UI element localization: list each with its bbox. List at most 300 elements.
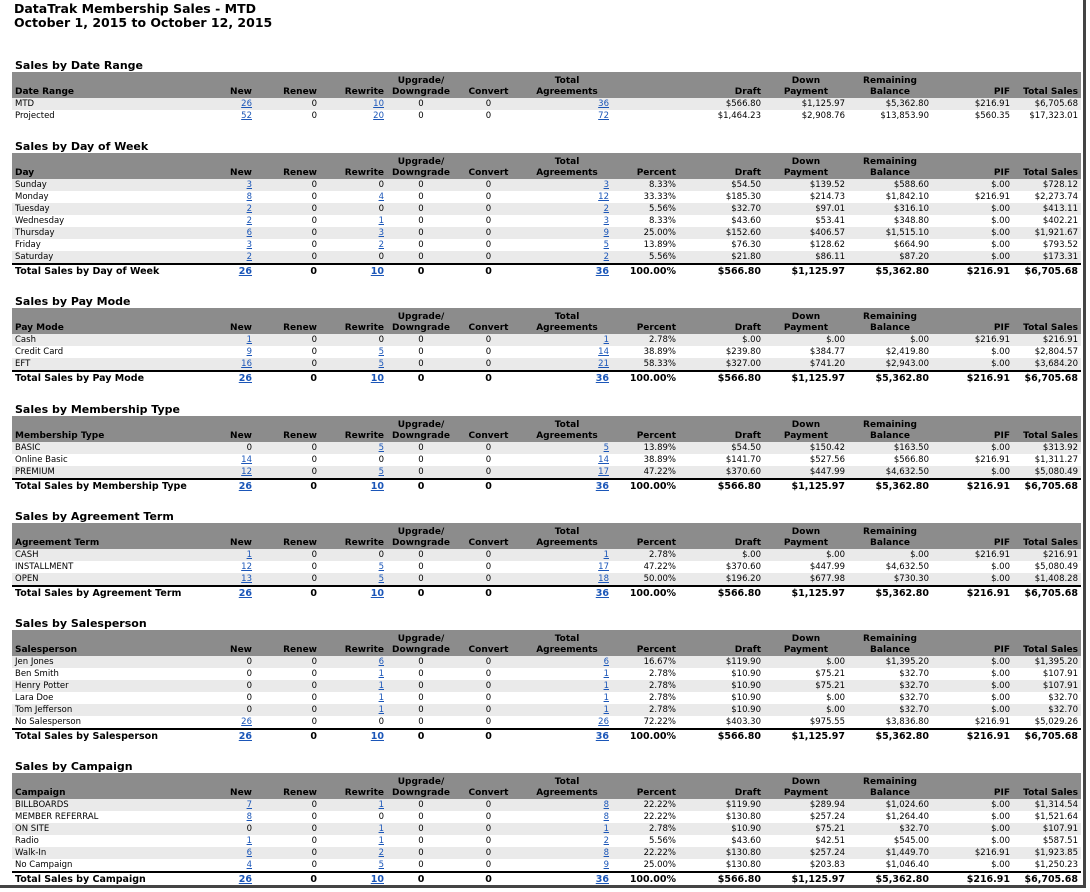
percent-cell: 5.56% — [648, 252, 676, 262]
total-cell — [522, 823, 612, 835]
percent-cell: 100.00% — [612, 872, 679, 887]
new-count-link[interactable]: 6 — [246, 228, 252, 238]
total-count-link[interactable]: 1 — [603, 669, 609, 679]
down-payment-column-header: Down Payment — [783, 527, 829, 548]
remaining-balance-column-header: Remaining Balance — [863, 527, 917, 548]
row-label: Cash — [15, 335, 36, 345]
new-count-link[interactable]: 1 — [246, 335, 252, 345]
renew-cell: 0 — [311, 443, 317, 453]
upgrade-cell: 0 — [418, 705, 424, 715]
rewrite-count-link[interactable]: 1 — [378, 216, 384, 226]
new-count-link[interactable]: 12 — [241, 562, 252, 572]
sales-cell: $793.52 — [1042, 240, 1078, 250]
pif-cell: $216.91 — [932, 264, 1013, 279]
upgrade-cell: 0 — [418, 836, 424, 846]
draft-cell: $32.70 — [731, 204, 761, 214]
new-count-link[interactable]: 26 — [238, 266, 252, 277]
draft-cell: $54.50 — [731, 180, 761, 190]
sales-cell: $6,705.68 — [1013, 371, 1081, 386]
empty-cell — [612, 110, 679, 122]
sales-cell: $173.31 — [1042, 252, 1078, 262]
total-count-link[interactable]: 1 — [603, 693, 609, 703]
new-count-link[interactable]: 26 — [241, 99, 252, 109]
new-cell — [127, 191, 255, 203]
total-cell — [522, 371, 612, 386]
renew-cell: 0 — [311, 111, 317, 121]
upgrade-cell: 0 — [418, 848, 424, 858]
total-count-link[interactable]: 26 — [598, 717, 609, 727]
total-count-link[interactable]: 36 — [595, 874, 609, 885]
section-table — [12, 416, 1081, 494]
new-count-link[interactable]: 26 — [238, 874, 252, 885]
percent-cell: 38.89% — [643, 455, 676, 465]
rewrite-count-link[interactable]: 10 — [370, 874, 384, 885]
draft-cell: $130.80 — [725, 848, 761, 858]
new-count-link[interactable]: 26 — [241, 717, 252, 727]
down-cell: $150.42 — [809, 443, 845, 453]
remaining-cell: $348.80 — [893, 216, 929, 226]
remaining-cell: $5,362.80 — [848, 729, 932, 744]
rewrite-count-link[interactable]: 10 — [370, 373, 384, 384]
down-cell: $1,125.97 — [764, 371, 848, 386]
table-row — [12, 227, 1081, 239]
new-count-link[interactable]: 14 — [241, 455, 252, 465]
percent-cell: 100.00% — [612, 371, 679, 386]
row-label: Total Sales by Agreement Term — [12, 586, 127, 601]
convert-cell: 0 — [485, 681, 492, 691]
rewrite-count-link[interactable]: 5 — [378, 860, 384, 870]
new-count-link[interactable]: 16 — [241, 359, 252, 369]
section-table — [12, 308, 1081, 386]
rewrite-cell — [320, 859, 387, 872]
down-cell: $128.62 — [809, 240, 845, 250]
total-count-link[interactable]: 72 — [598, 111, 609, 121]
sales-cell: $6,705.68 — [1013, 264, 1081, 279]
row-label: CASH — [15, 550, 39, 560]
total-count-link[interactable]: 36 — [595, 373, 609, 384]
rewrite-count-link[interactable]: 1 — [378, 669, 384, 679]
rewrite-count-link[interactable]: 5 — [378, 347, 384, 357]
new-count-link[interactable]: 4 — [246, 860, 252, 870]
renew-cell: 0 — [311, 335, 317, 345]
table-header-row — [12, 416, 1081, 442]
upgrade-cell: 0 — [387, 479, 455, 494]
total-cell — [522, 110, 612, 122]
sales-cell: $1,250.23 — [1034, 860, 1078, 870]
total-count-link[interactable]: 9 — [603, 860, 609, 870]
remaining-cell: $545.00 — [893, 836, 929, 846]
sales-cell: $2,804.57 — [1034, 347, 1078, 357]
section-sales-by-campaign — [12, 760, 1081, 887]
sales-cell: $107.91 — [1042, 681, 1078, 691]
new-count-link[interactable]: 2 — [246, 252, 252, 262]
total-count-link[interactable]: 8 — [603, 800, 609, 810]
draft-cell: $185.30 — [725, 192, 761, 202]
rewrite-count-link[interactable]: 2 — [378, 848, 384, 858]
draft-cell: $152.60 — [725, 228, 761, 238]
renew-cell: 0 — [311, 252, 317, 262]
total-cell — [522, 549, 612, 561]
total-agreements-column-header: Total Agreements — [536, 527, 598, 548]
new-count-link[interactable]: 1 — [246, 836, 252, 846]
rewrite-cell — [320, 346, 387, 358]
new-cell — [127, 179, 255, 191]
total-count-link[interactable]: 5 — [603, 443, 609, 453]
rewrite-count-link[interactable]: 2 — [378, 240, 384, 250]
total-cell — [522, 835, 612, 847]
draft-column-header: Draft — [734, 87, 761, 97]
sales-cell: $1,408.28 — [1034, 574, 1078, 584]
percent-cell: 25.00% — [643, 228, 676, 238]
total-count-link[interactable]: 3 — [603, 216, 609, 226]
total-count-link[interactable]: 9 — [603, 228, 609, 238]
rewrite-cell: 0 — [378, 180, 384, 190]
total-cell — [522, 442, 612, 454]
row-label: Henry Potter — [15, 681, 69, 691]
percent-cell: 2.78% — [648, 705, 676, 715]
section-sales-by-membership-type — [12, 403, 1081, 494]
total-count-link[interactable]: 14 — [598, 347, 609, 357]
rewrite-count-link[interactable]: 10 — [373, 99, 384, 109]
convert-cell: 0 — [485, 836, 492, 846]
section-title: Sales by Agreement Term — [15, 510, 174, 523]
percent-cell: 100.00% — [612, 479, 679, 494]
draft-cell: $566.80 — [679, 479, 764, 494]
table-header-row — [12, 72, 1081, 98]
draft-cell: $10.90 — [731, 681, 761, 691]
rewrite-count-link[interactable]: 10 — [370, 731, 384, 742]
remaining-cell: $2,943.00 — [885, 359, 929, 369]
total-count-link[interactable]: 1 — [603, 824, 609, 834]
total-count-link[interactable]: 36 — [595, 731, 609, 742]
new-count-link[interactable]: 9 — [246, 347, 252, 357]
remaining-cell: $5,362.80 — [848, 371, 932, 386]
percent-cell: 2.78% — [648, 824, 676, 834]
rewrite-count-link[interactable]: 1 — [378, 705, 384, 715]
convert-cell: 0 — [485, 860, 492, 870]
new-cell — [127, 251, 255, 264]
total-count-link[interactable]: 21 — [598, 359, 609, 369]
row-label: OPEN — [15, 574, 39, 584]
convert-column-header: Convert — [468, 645, 509, 655]
rewrite-cell — [320, 586, 387, 601]
rewrite-count-link[interactable]: 5 — [378, 443, 384, 453]
draft-cell: $.00 — [742, 335, 761, 345]
upgrade-cell: 0 — [387, 264, 455, 279]
rewrite-count-link[interactable]: 10 — [370, 588, 384, 599]
section-title: Sales by Campaign — [15, 760, 133, 773]
total-count-link[interactable]: 1 — [603, 681, 609, 691]
sales-cell: $1,923.85 — [1034, 848, 1078, 858]
new-count-link[interactable]: 6 — [246, 848, 252, 858]
new-count-link[interactable]: 3 — [246, 240, 252, 250]
row-label: Jen Jones — [15, 657, 54, 667]
remaining-balance-column-header: Remaining Balance — [863, 157, 917, 178]
percent-cell: 25.00% — [643, 860, 676, 870]
total-count-link[interactable]: 36 — [595, 266, 609, 277]
table-row — [12, 704, 1081, 716]
sales-cell: $6,705.68 — [1034, 99, 1078, 109]
percent-column-header: Percent — [636, 538, 676, 548]
new-count-link[interactable]: 2 — [246, 216, 252, 226]
rewrite-count-link[interactable]: 10 — [370, 266, 384, 277]
total-cell — [522, 704, 612, 716]
total-cell — [522, 215, 612, 227]
draft-cell: $370.60 — [725, 467, 761, 477]
total-cell — [522, 454, 612, 466]
label-column-header: Campaign — [15, 788, 66, 798]
table-row — [12, 98, 1081, 110]
down-cell: $1,125.97 — [764, 479, 848, 494]
rewrite-count-link[interactable]: 5 — [378, 574, 384, 584]
rewrite-count-link[interactable]: 1 — [378, 681, 384, 691]
rewrite-column-header: Rewrite — [344, 87, 384, 97]
sales-cell: $107.91 — [1042, 824, 1078, 834]
down-cell: $75.21 — [815, 681, 845, 691]
new-count-link[interactable]: 12 — [241, 467, 252, 477]
table-row — [12, 680, 1081, 692]
new-cell — [127, 110, 255, 122]
new-cell — [127, 227, 255, 239]
upgrade-cell: 0 — [418, 657, 424, 667]
new-count-link[interactable]: 7 — [246, 800, 252, 810]
convert-cell: 0 — [485, 657, 492, 667]
percent-cell: 16.67% — [643, 657, 676, 667]
down-payment-column-header: Down Payment — [783, 312, 829, 333]
label-column-header: Agreement Term — [15, 538, 100, 548]
label-column-header: Salesperson — [15, 645, 78, 655]
total-count-link[interactable]: 6 — [603, 657, 609, 667]
percent-column-header: Percent — [636, 645, 676, 655]
sales-cell: $728.12 — [1042, 180, 1078, 190]
convert-cell: 0 — [485, 347, 492, 357]
rewrite-count-link[interactable]: 6 — [378, 657, 384, 667]
draft-cell: $76.30 — [731, 240, 761, 250]
convert-cell: 0 — [485, 455, 492, 465]
remaining-balance-column-header: Remaining Balance — [863, 634, 917, 655]
total-count-link[interactable]: 12 — [598, 192, 609, 202]
percent-cell: 50.00% — [643, 574, 676, 584]
pif-cell: $216.91 — [974, 335, 1010, 345]
rewrite-cell — [320, 191, 387, 203]
rewrite-count-link[interactable]: 20 — [373, 111, 384, 121]
renew-cell: 0 — [311, 848, 317, 858]
down-payment-column-header: Down Payment — [783, 76, 829, 97]
rewrite-count-link[interactable]: 3 — [378, 228, 384, 238]
section-sales-by-pay-mode — [12, 295, 1081, 386]
rewrite-count-link[interactable]: 5 — [378, 359, 384, 369]
percent-cell: 8.33% — [648, 180, 676, 190]
rewrite-cell — [320, 668, 387, 680]
section-table — [12, 523, 1081, 601]
sales-cell: $1,921.67 — [1034, 228, 1078, 238]
total-cell — [522, 859, 612, 872]
convert-column-header: Convert — [468, 323, 509, 333]
upgrade-cell: 0 — [387, 729, 455, 744]
new-count-link[interactable]: 8 — [246, 192, 252, 202]
row-label: Tom Jefferson — [15, 705, 73, 715]
total-agreements-column-header: Total Agreements — [536, 634, 598, 655]
rewrite-count-link[interactable]: 1 — [378, 693, 384, 703]
upgrade-cell: 0 — [418, 467, 424, 477]
pif-cell: $560.35 — [974, 111, 1010, 121]
pif-cell: $.00 — [991, 180, 1010, 190]
row-label: Lara Doe — [15, 693, 54, 703]
total-count-link[interactable]: 17 — [598, 467, 609, 477]
draft-cell: $327.00 — [725, 359, 761, 369]
pif-column-header: PIF — [993, 323, 1010, 333]
section-sales-by-day-of-week — [12, 140, 1081, 279]
total-count-link[interactable]: 36 — [598, 99, 609, 109]
new-column-header: New — [230, 538, 252, 548]
remaining-cell: $588.60 — [893, 180, 929, 190]
new-count-link[interactable]: 26 — [238, 731, 252, 742]
down-cell: $214.73 — [809, 192, 845, 202]
convert-column-header: Convert — [468, 431, 509, 441]
remaining-cell: $1,449.70 — [885, 848, 929, 858]
renew-cell: 0 — [255, 264, 320, 279]
sales-cell: $6,705.68 — [1013, 586, 1081, 601]
down-cell: $.00 — [826, 693, 845, 703]
renew-cell: 0 — [311, 812, 317, 822]
draft-cell: $119.90 — [725, 800, 761, 810]
convert-cell: 0 — [485, 111, 492, 121]
table-header-row — [12, 523, 1081, 549]
table-row — [12, 859, 1081, 872]
total-count-link[interactable]: 8 — [603, 812, 609, 822]
convert-cell: 0 — [485, 216, 492, 226]
rewrite-cell — [320, 680, 387, 692]
remaining-cell: $1,024.60 — [885, 800, 929, 810]
new-cell — [127, 371, 255, 386]
total-count-link[interactable]: 36 — [595, 481, 609, 492]
total-row — [12, 264, 1081, 279]
renew-cell: 0 — [311, 240, 317, 250]
new-count-link[interactable]: 3 — [246, 180, 252, 190]
pif-cell: $216.91 — [974, 99, 1010, 109]
rewrite-count-link[interactable]: 1 — [378, 836, 384, 846]
rewrite-count-link[interactable]: 10 — [370, 481, 384, 492]
remaining-balance-column-header: Remaining Balance — [863, 312, 917, 333]
pif-cell: $216.91 — [932, 729, 1013, 744]
convert-cell: 0 — [485, 180, 492, 190]
total-row — [12, 586, 1081, 601]
percent-cell: 38.89% — [643, 347, 676, 357]
section-title: Sales by Membership Type — [15, 403, 181, 416]
total-count-link[interactable]: 17 — [598, 562, 609, 572]
label-column-header: Pay Mode — [15, 323, 64, 333]
total-count-link[interactable]: 1 — [603, 335, 609, 345]
new-count-link[interactable]: 8 — [246, 812, 252, 822]
percent-cell: 33.33% — [643, 192, 676, 202]
rewrite-column-header: Rewrite — [344, 168, 384, 178]
rewrite-count-link[interactable]: 5 — [378, 467, 384, 477]
remaining-cell: $566.80 — [893, 455, 929, 465]
rewrite-count-link[interactable]: 5 — [378, 562, 384, 572]
sales-cell: $5,080.49 — [1034, 467, 1078, 477]
total-count-link[interactable]: 2 — [603, 252, 609, 262]
renew-cell: 0 — [255, 371, 320, 386]
new-count-link[interactable]: 2 — [246, 204, 252, 214]
upgrade-cell: 0 — [418, 228, 424, 238]
remaining-cell: $1,264.40 — [885, 812, 929, 822]
row-label: No Campaign — [15, 860, 73, 870]
total-count-link[interactable]: 36 — [595, 588, 609, 599]
pif-cell: $.00 — [991, 240, 1010, 250]
rewrite-count-link[interactable]: 4 — [378, 192, 384, 202]
label-column-header: Date Range — [15, 87, 75, 97]
convert-cell: 0 — [455, 729, 522, 744]
new-count-link[interactable]: 26 — [238, 481, 252, 492]
total-count-link[interactable]: 8 — [603, 848, 609, 858]
table-row — [12, 466, 1081, 479]
upgrade-cell: 0 — [418, 111, 424, 121]
row-label: Total Sales by Pay Mode — [12, 371, 127, 386]
total-count-link[interactable]: 18 — [598, 574, 609, 584]
table-row — [12, 847, 1081, 859]
pif-cell: $216.91 — [974, 550, 1010, 560]
total-agreements-column-header: Total Agreements — [536, 157, 598, 178]
convert-cell: 0 — [485, 705, 492, 715]
rewrite-count-link[interactable]: 1 — [378, 800, 384, 810]
table-row — [12, 573, 1081, 586]
total-count-link[interactable]: 14 — [598, 455, 609, 465]
total-count-link[interactable]: 3 — [603, 180, 609, 190]
upgrade-cell: 0 — [418, 550, 424, 560]
table-row — [12, 334, 1081, 346]
total-count-link[interactable]: 1 — [603, 705, 609, 715]
new-cell — [127, 215, 255, 227]
table-header-row — [12, 630, 1081, 656]
convert-column-header: Convert — [468, 538, 509, 548]
down-cell: $139.52 — [809, 180, 845, 190]
new-count-link[interactable]: 52 — [241, 111, 252, 121]
rewrite-count-link[interactable]: 1 — [378, 824, 384, 834]
total-cell — [522, 251, 612, 264]
down-cell: $975.55 — [809, 717, 845, 727]
draft-cell: $130.80 — [725, 812, 761, 822]
convert-cell: 0 — [485, 824, 492, 834]
percent-cell: 8.33% — [648, 216, 676, 226]
total-count-link[interactable]: 5 — [603, 240, 609, 250]
total-cell — [522, 479, 612, 494]
row-label: INSTALLMENT — [15, 562, 74, 572]
total-sales-column-header: Total Sales — [1023, 431, 1078, 441]
new-count-link[interactable]: 1 — [246, 550, 252, 560]
table-row — [12, 110, 1081, 122]
total-count-link[interactable]: 2 — [603, 836, 609, 846]
rewrite-cell: 0 — [378, 335, 384, 345]
new-count-link[interactable]: 26 — [238, 373, 252, 384]
remaining-balance-column-header: Remaining Balance — [863, 76, 917, 97]
new-cell: 0 — [246, 657, 252, 667]
new-count-link[interactable]: 26 — [238, 588, 252, 599]
convert-cell: 0 — [485, 562, 492, 572]
row-label: MEMBER REFERRAL — [15, 812, 99, 822]
renew-cell: 0 — [255, 586, 320, 601]
down-cell: $97.01 — [815, 204, 845, 214]
renew-cell: 0 — [311, 192, 317, 202]
rewrite-cell — [320, 371, 387, 386]
percent-column-header: Percent — [636, 323, 676, 333]
renew-column-header: Renew — [283, 538, 317, 548]
sales-cell: $1,311.27 — [1034, 455, 1078, 465]
total-count-link[interactable]: 2 — [603, 204, 609, 214]
new-column-header: New — [230, 323, 252, 333]
remaining-cell: $4,632.50 — [885, 562, 929, 572]
new-count-link[interactable]: 13 — [241, 574, 252, 584]
total-count-link[interactable]: 1 — [603, 550, 609, 560]
